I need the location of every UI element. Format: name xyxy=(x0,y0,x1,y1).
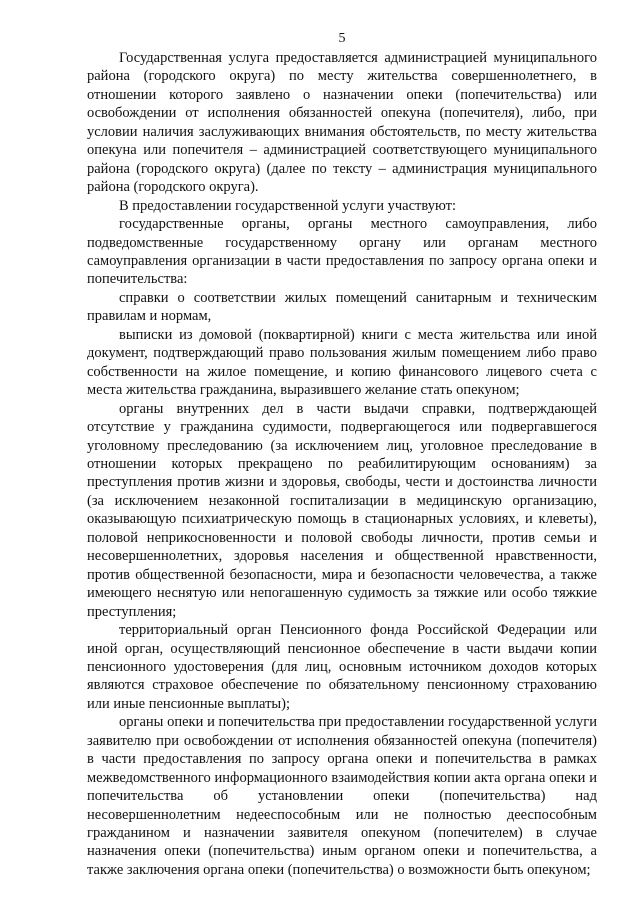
paragraph-house-book-extract: выписки из домовой (поквартирной) книги с места жительства или иной документ, подтверждающий право пользования жилым помещением либо право собственности на жилое помещение, и копию финансового лицевого счета с места жительства гражданина, выразившего желание стать опекуном; xyxy=(87,326,597,399)
paragraph-pension-fund: территориальный орган Пенсионного фонда Российской Федерации или иной орган, осуществляющий пенсионное обеспечение в части выдачи копии пенсионного удостоверения (для лиц, основным источником доходов которых являются страховое обеспечение по обязательному пенсионному страхованию или иные пенсионные выплаты); xyxy=(87,622,597,712)
paragraph-state-bodies: государственные органы, органы местного самоуправления, либо подведомственные государственному органу или органам местного самоуправления организации в части предоставления по запросу органа опеки и попечительства: xyxy=(87,216,597,288)
paragraph-guardianship-bodies: органы опеки и попечительства при предоставлении государственной услуги заявителю при освобождении от исполнения обязанностей опекуна (попечителя) в части предоставления по запросу органа опеки и попечительства в рамках межведомственного информационного взаимодействия копии акта органа опеки и попечительства об установлении опеки (попечительства) над несовершеннолетним недееспособным или не полностью дееспособным гражданином и назначении заявителя опекуном (попечителем) в случае назначения опеки (попечительства) иным органом опеки и попечительства, а также заключения органа опеки (попечительства) о возможности быть опекуном; xyxy=(87,714,597,878)
paragraph-service-provider: Государственная услуга предоставляется администрацией муниципального района (городского округа) по месту жительства совершеннолетнего, в отношении которого заявлено о назначении опеки (попечительства) или освобождении от исполнения обязанностей опекуна (попечителя), либо, при условии наличия заслуживающих внимания обстоятельств, по месту жительства опекуна или попечителя – администрацией соответствующего муниципального района (городского округа) (далее по тексту – администрация муниципального района (городского округа). xyxy=(87,50,597,196)
paragraph-housing-certificate: справки о соответствии жилых помещений санитарным и техническим правилам и нормам, xyxy=(87,289,597,325)
paragraph-participants-intro: В предоставлении государственной услуги участвуют: xyxy=(119,197,456,214)
page-number: 5 xyxy=(338,31,346,46)
document-page xyxy=(87,30,597,879)
paragraph-internal-affairs: органы внутренних дел в части выдачи справки, подтверждающей отсутствие у гражданина судимости, подвергающегося или подвергавшегося уголовному преследованию (за исключением лиц, уголовное преследование в отношении которых прекращено по реабилитирующим основаниям) за преступления против жизни и здоровья, свободы, чести и достоинства личности (за исключением незаконной госпитализации в медицинскую организацию, оказывающую психиатрическую помощь в стационарных условиях, и клеветы), половой неприкосновенности и половой свободы личности, против семьи и несовершеннолетних, здоровья населения и общественной нравственности, против общественной безопасности, мира и безопасности человечества, а также имеющего неснятую или непогашенную судимость за тяжкие или особо тяжкие преступления; xyxy=(87,400,597,620)
